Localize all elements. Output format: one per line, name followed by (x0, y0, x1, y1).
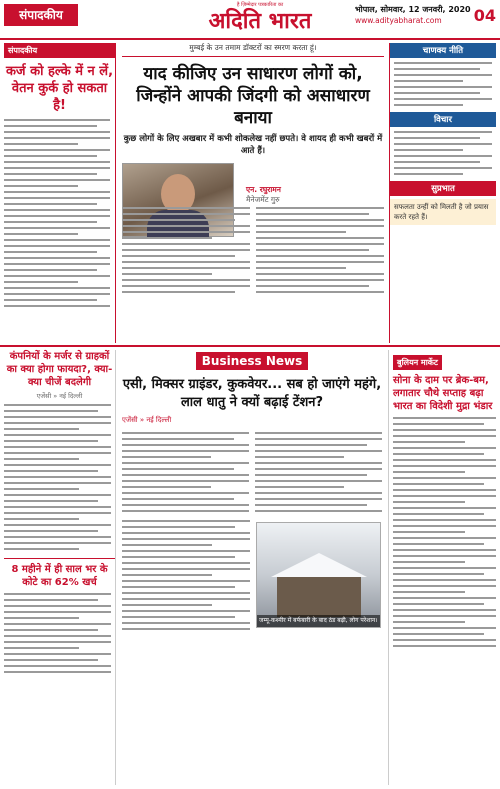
sidebar-box-chanakya: चाणक्य नीति (390, 43, 496, 58)
section-label: संपादकीय (4, 4, 78, 26)
business-body-col3 (122, 516, 250, 634)
suprabhat-quote: सफलता उन्हीं को मिलती है जो प्रयास करते रहते हैं। (390, 199, 496, 225)
snow-photo-caption: जम्मू-कश्मीर में बर्फबारी के बाद ठंड बढ़ी, लोग परेशान। (257, 615, 380, 627)
editorial-column (4, 43, 116, 343)
editorial-body (4, 119, 115, 307)
quota-headline[interactable]: 8 महीने में ही साल भर के कोटे का 62% खर्च (4, 558, 115, 589)
lead-byline (246, 185, 281, 205)
merger-byline: एजेंसी » नई दिल्ली (36, 392, 83, 400)
snow-photo (256, 522, 381, 628)
business-section (122, 350, 382, 785)
bullion-tag: बुलियन मार्केट (393, 355, 442, 370)
newspaper-logo (180, 2, 340, 36)
business-body-col1 (122, 428, 249, 516)
editorial-headline[interactable]: कर्ज को हल्के में न लें, वेतन कुर्क हो सकता है! (5, 64, 114, 113)
sidebar-box-suprabhat: सुप्रभात (390, 181, 496, 196)
byline-name: एन. रघुरामन (246, 185, 281, 194)
masthead (0, 0, 500, 40)
business-byline: एजेंसी » नई दिल्ली (122, 416, 172, 424)
website-link[interactable]: www.adityabharat.com (355, 16, 442, 25)
business-headline[interactable]: एसी, मिक्सर ग्राइंडर, कुकवेयर... सब हो जाएंगे महंगे, लाल धातु ने क्यों बढ़ाई टेंशन? (122, 377, 382, 410)
business-banner: Business News (196, 352, 309, 370)
page-number: 04 (473, 6, 496, 25)
byline-role: मैनेजमेंट गुरु (246, 195, 280, 204)
lead-deck: कुछ लोगों के लिए अखबार में कभी शोकलेख नहीं छपते। वे शायद ही कभी खबरों में आते हैं। (123, 134, 383, 156)
lead-body-col2 (256, 203, 384, 297)
masthead-meta (355, 4, 473, 26)
bullion-headline[interactable]: सोना के दाम पर ब्रेक-बम, लगातार चौथे सप्ताह बढ़ा भारत का विदेशी मुद्रा भंडार (393, 375, 493, 412)
logo-tagline: है ज़िम्मेदार पत्रकारिता का (236, 2, 284, 8)
merger-story (4, 350, 116, 785)
vichar-body (390, 131, 496, 175)
issue-date: भोपाल, सोमवार, 12 जनवरी, 2020 (355, 5, 471, 14)
quota-body (4, 593, 115, 673)
lead-body-col1 (122, 203, 250, 297)
editorial-bar: संपादकीय (4, 43, 115, 58)
sidebar-box-vichar: विचार (390, 112, 496, 127)
bullion-body (393, 417, 496, 647)
bullion-story (388, 350, 496, 785)
merger-headline[interactable]: कंपनियों के मर्जर से ग्राहकों का क्या होगा फायदा?, क्या-क्या चीजें बदलेगी (6, 351, 113, 388)
sidebar-column (389, 43, 496, 343)
merger-body (4, 404, 115, 550)
section-divider (0, 345, 500, 347)
lead-kicker: मुम्बई के उन तमाम डॉक्टरों का स्मरण करता हूं। (122, 43, 384, 57)
chanakya-body (390, 62, 496, 106)
logo-name: अदिति भारत (208, 8, 312, 34)
lead-headline[interactable]: याद कीजिए उन साधारण लोगों को, जिन्होंने आपकी जिंदगी को असाधारण बनाया (136, 64, 370, 128)
business-body-col2 (255, 428, 382, 516)
lead-story (122, 43, 384, 343)
